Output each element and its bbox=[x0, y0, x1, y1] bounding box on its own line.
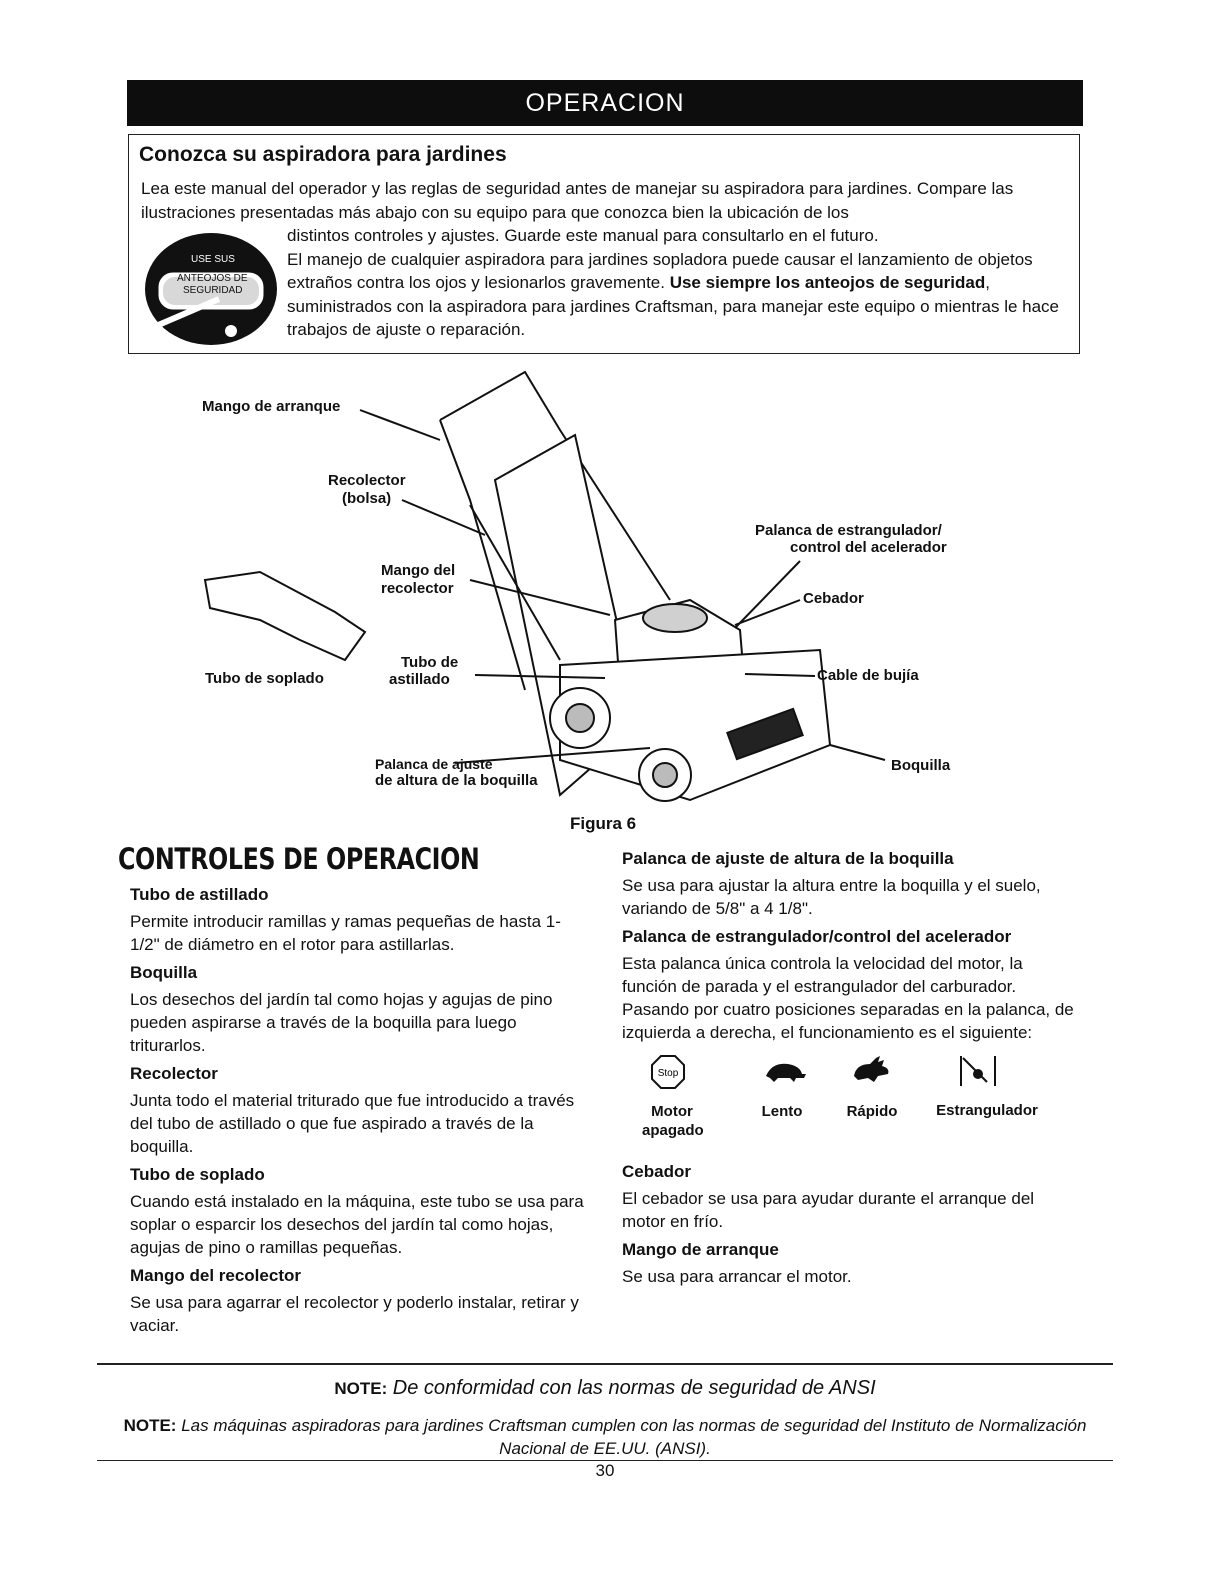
intro-p2-b: El manejo de cualquier aspiradora para jardines sopladora puede causar el lanzamiento de objetos extraños contra los ojos y lesionarlos gravemente. bbox=[287, 249, 1033, 292]
label-boquilla: Boquilla bbox=[891, 757, 951, 774]
text-boquilla: Los desechos del jardín tal como hojas y agujas de pino pueden aspirarse a través de la boquilla para luego triturarlos. bbox=[130, 990, 553, 1055]
label-bolsa: (bolsa) bbox=[342, 490, 392, 507]
divider-top bbox=[97, 1363, 1113, 1365]
note-ansi-body bbox=[97, 1414, 1113, 1460]
label-apagado: apagado bbox=[642, 1122, 704, 1139]
text-palanca-ajuste: Se usa para ajustar la altura entre la boquilla y el suelo, variando de 5/8" a 4 1/8". bbox=[622, 876, 1041, 918]
turtle-icon bbox=[762, 1060, 808, 1082]
label-tubo-astillado-1: Tubo de bbox=[401, 654, 459, 671]
note-ansi-title bbox=[97, 1377, 1113, 1400]
controls-title: CONTROLES DE OPERACION bbox=[118, 842, 480, 876]
label-motor: Motor bbox=[651, 1103, 693, 1120]
heading-mango-arranque: Mango de arranque bbox=[622, 1240, 779, 1259]
intro-paragraph-2 bbox=[287, 224, 1067, 342]
text-cebador: El cebador se usa para ayudar durante el arranque del motor en frío. bbox=[622, 1189, 1035, 1231]
intro-paragraph-1: Lea este manual del operador y las reglas de seguridad antes de manejar su aspiradora para jardines. Compare las ilustraciones presentadas más abajo con su equipo para que conozca bien la ubicación de los bbox=[141, 179, 1014, 222]
text-mango-recolector: Se usa para agarrar el recolector y poderlo instalar, retirar y vaciar. bbox=[130, 1293, 579, 1335]
label-mango-recolector-2: recolector bbox=[381, 580, 454, 597]
rabbit-icon bbox=[850, 1054, 892, 1084]
goggles-text-1: USE SUS bbox=[191, 254, 235, 265]
heading-tubo-soplado: Tubo de soplado bbox=[130, 1165, 265, 1184]
figure-caption: Figura 6 bbox=[570, 814, 637, 833]
text-tubo-soplado: Cuando está instalado en la máquina, este tubo se usa para soplar o esparcir los desechos del jardín tal como hojas, agujas de pino o ramillas pequeñas. bbox=[130, 1192, 584, 1257]
text-recolector: Junta todo el material triturado que fue introducido a través del tubo de astillado o que fue aspirado a través de la boquilla. bbox=[130, 1091, 575, 1156]
heading-recolector: Recolector bbox=[130, 1064, 218, 1083]
text-mango-arranque: Se usa para arrancar el motor. bbox=[622, 1267, 852, 1286]
intro-title: Conozca su aspiradora para jardines bbox=[139, 143, 507, 166]
text-tubo-astillado: Permite introducir ramillas y ramas pequeñas de hasta 1-1/2" de diámetro en el rotor para astillarlas. bbox=[130, 912, 561, 954]
label-palanca-ajuste-2: de altura de la boquilla bbox=[375, 772, 538, 789]
section-header: OPERACION bbox=[127, 80, 1083, 126]
label-mango-arranque: Mango de arranque bbox=[202, 398, 341, 415]
label-cable-bujia: Cable de bujía bbox=[817, 667, 919, 684]
label-palanca-ajuste-1: Palanca de ajuste bbox=[375, 756, 493, 772]
goggles-text-3: SEGURIDAD bbox=[183, 285, 243, 296]
heading-palanca-estrangulador: Palanca de estrangulador/control del acelerador bbox=[622, 927, 1012, 946]
intro-p2-c: , suministrados con la aspiradora para jardines Craftsman, para manejar este equipo o mientras le hace trabajos de ajuste o reparación. bbox=[287, 273, 1060, 339]
heading-palanca-ajuste: Palanca de ajuste de altura de la boquilla bbox=[622, 849, 954, 868]
text-palanca-estrangulador: Esta palanca única controla la velocidad del motor, la función de parada y el estrangulador del carburador. Pasando por cuatro posiciones separadas en la palanca, de izquierda a derecha, el funcionamiento es el siguiente: bbox=[622, 954, 1074, 1042]
heading-cebador: Cebador bbox=[622, 1162, 691, 1181]
stop-icon-text: Stop bbox=[657, 1068, 679, 1079]
intro-p2-bold: Use siempre los anteojos de seguridad bbox=[669, 273, 986, 292]
note2-text: Las máquinas aspiradoras para jardines Craftsman cumplen con las normas de seguridad del Instituto de Normalización Nacional de EE.UU. (ANSI). bbox=[181, 1416, 1087, 1458]
label-palanca-estrangulador-1: Palanca de estrangulador/ bbox=[755, 522, 942, 539]
stop-icon bbox=[650, 1054, 686, 1090]
mower-illustration bbox=[0, 360, 1210, 830]
intro-box bbox=[128, 134, 1080, 354]
label-lento: Lento bbox=[761, 1103, 803, 1120]
safety-goggles-icon bbox=[139, 229, 279, 351]
controls-right-column bbox=[622, 848, 1082, 1294]
note1-label: NOTE: bbox=[334, 1379, 388, 1398]
page-number: 30 bbox=[595, 1461, 615, 1480]
intro-p2-a: distintos controles y ajustes. Guarde este manual para consultarlo en el futuro. bbox=[287, 226, 879, 245]
label-recolector: Recolector bbox=[328, 472, 406, 489]
note2-label: NOTE: bbox=[123, 1416, 177, 1435]
controls-left-column bbox=[118, 884, 588, 1343]
label-estrangulador: Estrangulador bbox=[936, 1102, 1038, 1119]
heading-tubo-astillado: Tubo de astillado bbox=[130, 885, 269, 904]
label-mango-recolector-1: Mango del bbox=[381, 562, 456, 579]
label-cebador: Cebador bbox=[803, 590, 864, 607]
choke-icon bbox=[957, 1052, 999, 1090]
label-tubo-astillado-2: astillado bbox=[389, 671, 450, 688]
heading-boquilla: Boquilla bbox=[130, 963, 198, 982]
goggles-text-2: ANTEOJOS DE bbox=[177, 273, 248, 284]
label-motor-apagado bbox=[642, 1102, 702, 1140]
label-palanca-estrangulador-2: control del acelerador bbox=[790, 539, 947, 556]
heading-mango-recolector: Mango del recolector bbox=[130, 1266, 301, 1285]
throttle-positions bbox=[622, 1054, 1082, 1149]
note1-text: De conformidad con las normas de seguridad de ANSI bbox=[392, 1377, 876, 1399]
label-tubo-soplado: Tubo de soplado bbox=[205, 670, 324, 687]
label-rapido: Rápido bbox=[846, 1103, 898, 1120]
